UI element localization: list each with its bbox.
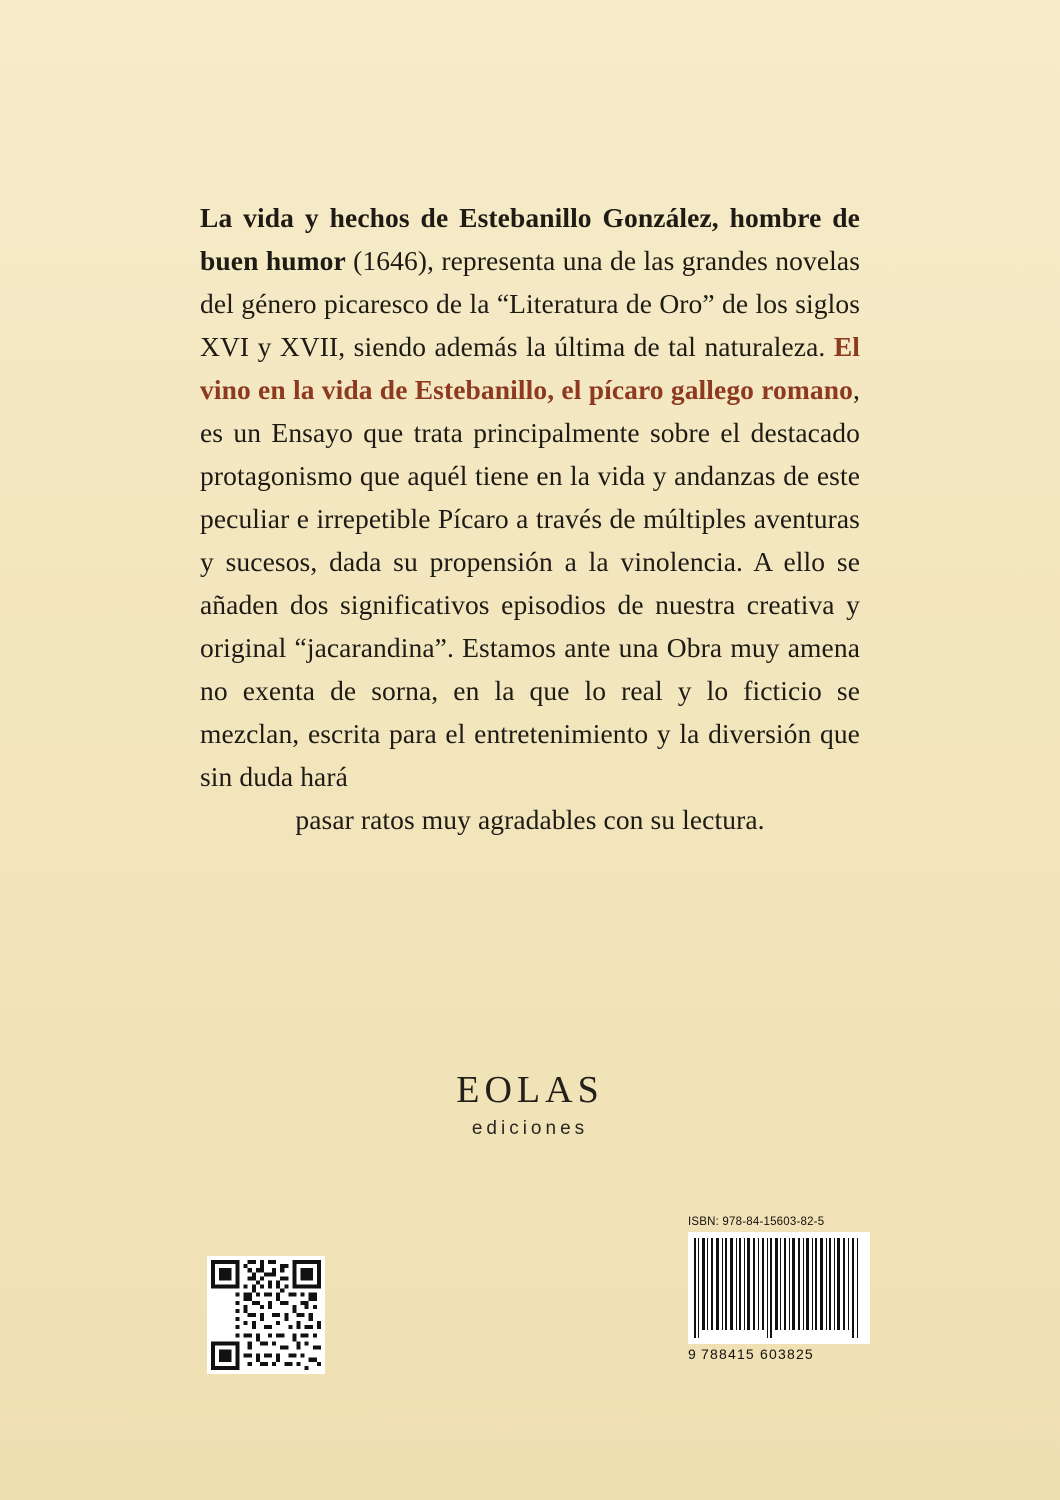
publisher-logo (0, 1068, 1060, 1140)
blurb-part-2: (1646), representa una de las grandes novelas del género picaresco de la “Literatura de Oro” de los siglos XVI y XVII, siendo además la última de tal naturaleza. (200, 244, 860, 362)
publisher-name: EOLAS (456, 1069, 604, 1111)
barcode-icon (688, 1232, 870, 1344)
barcode-digits-rest: 788415 603825 (701, 1346, 814, 1362)
isbn-barcode-block (688, 1216, 870, 1362)
publisher-subtitle: ediciones (471, 1118, 589, 1139)
qr-code (207, 1256, 325, 1374)
barcode-digit-lead: 9 (688, 1346, 697, 1362)
blurb-text (200, 196, 860, 841)
blurb-last-line: pasar ratos muy agradables con su lectura. (295, 803, 765, 835)
blurb-essay-title: El vino en la vida de Estebanillo, el pícaro gallego romano (200, 330, 860, 405)
barcode (688, 1232, 870, 1344)
qr-code-icon (207, 1256, 325, 1374)
barcode-digits (688, 1346, 870, 1362)
blurb-title-work: La vida y hechos de Estebanillo González, hombre de buen humor (200, 201, 860, 276)
isbn-label: ISBN: 978-84-15603-82-5 (688, 1216, 825, 1228)
blurb-part-4: , es un Ensayo que trata principalmente sobre el destacado protagonismo que aquél tiene en la vida y andanzas de este peculiar e irrepetible Pícaro a través de múltiples aventuras y sucesos, dada su propensión a la vinolencia. A ello se añaden dos significativos episodios de nuestra creativa y original “jacarandina”. Estamos ante una Obra muy amena no exenta de sorna, en la que lo real y lo ficticio se mezclan, escrita para el entretenimiento y la diversión que sin duda hará (200, 373, 860, 792)
